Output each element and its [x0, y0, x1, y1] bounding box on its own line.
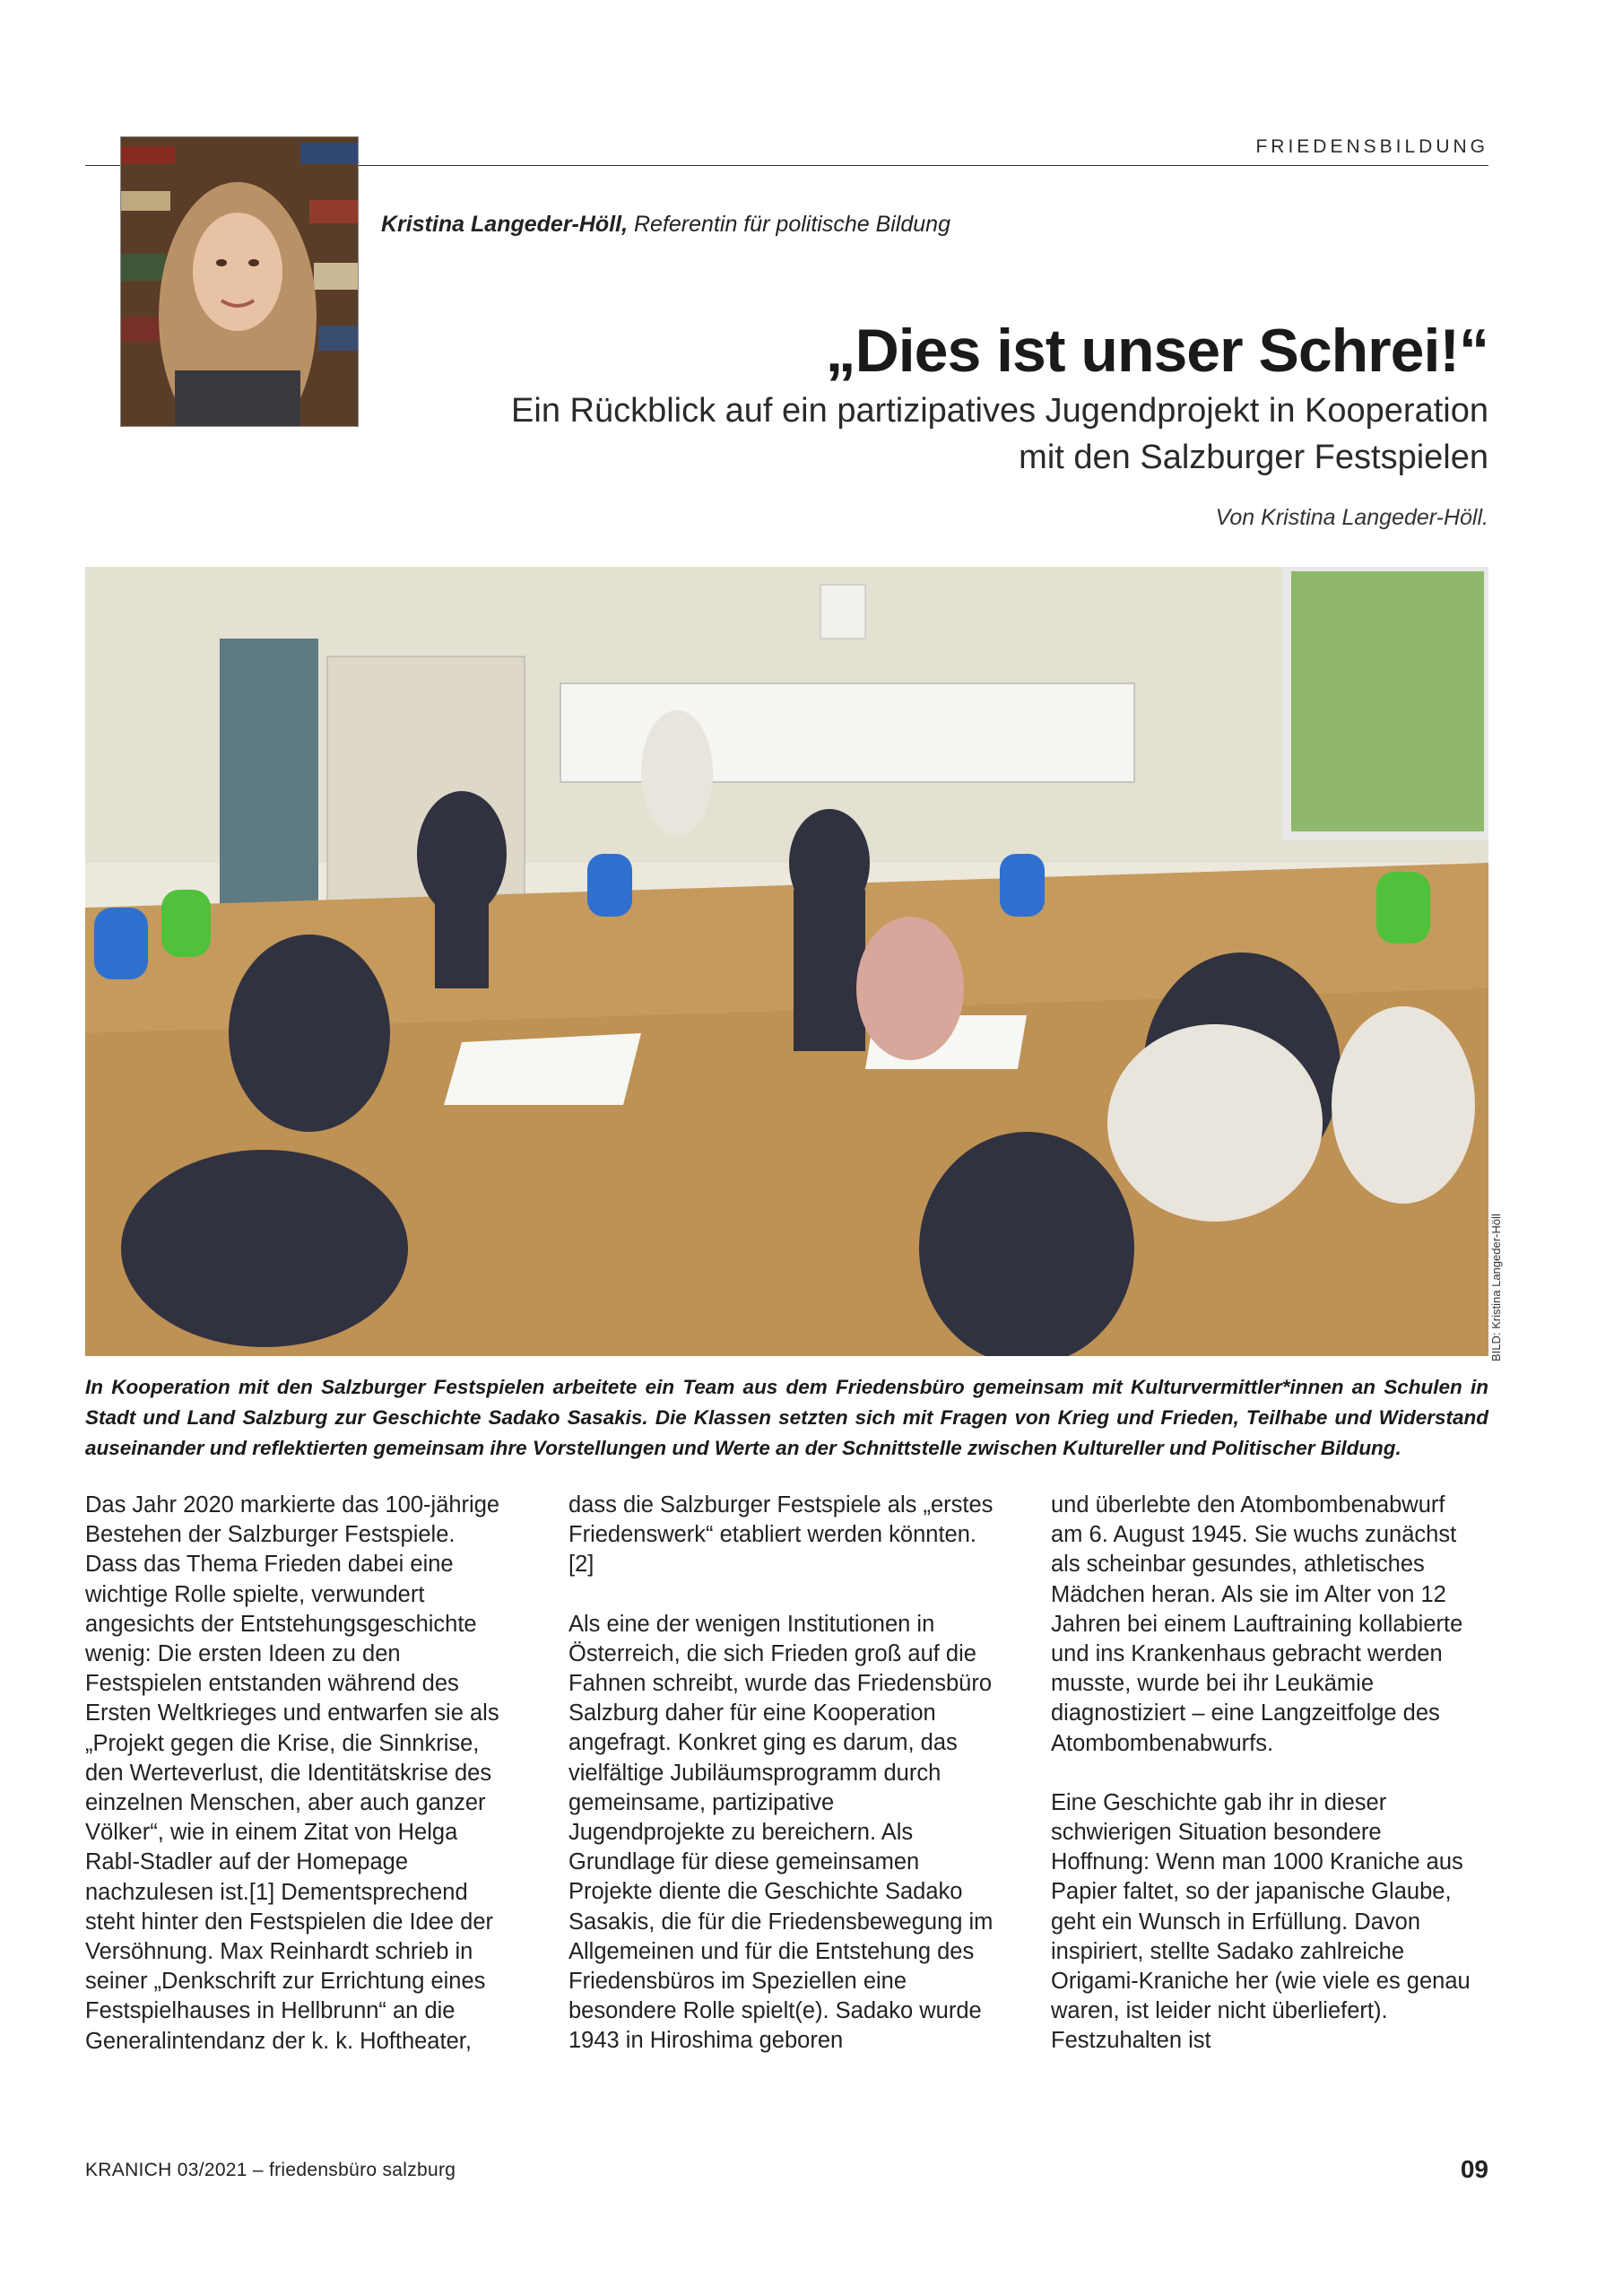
page-number: 09 [1460, 2155, 1488, 2183]
paragraph: und überlebte den Atombombenabwurf am 6. August 1945. Sie wuchs zunächst als scheinbar gesundes, athletisches Mädchen heran. Als sie im Alter von 12 Jahren bei einem Lauftraining kollabierte und ins Krankenhaus gebracht werden musste, wurde bei ihr Leukämie diagnostiziert – eine Langzeitfolge des Atombombenabwurfs. [1051, 1492, 1463, 1756]
footer-publication: KRANICH 03/2021 – friedensbüro salzburg [85, 2160, 456, 2180]
author-portrait [120, 136, 359, 427]
author-role: Referentin für politische Bildung [634, 212, 950, 237]
photo-credit: BILD: Kristina Langeder-Höll [1489, 1213, 1503, 1361]
body-column-3 [1051, 1491, 1477, 2086]
section-label: FRIEDENSBILDUNG [1255, 136, 1488, 157]
paragraph: Das Jahr 2020 markierte das 100-jährige Bestehen der Salzburger Festspiele. Dass das Thema Frieden dabei eine wichtige Rolle spielte, verwundert angesichts der Entstehungsgeschichte wenig: Die ersten Ideen zu den Festspielen entstanden während des Ersten Weltkrieges und entwarfen sie als „Projekt gegen die Krise, die Sinnkrise, den Werteverlust, die Identitätskrise des einzelnen Menschen, aber auch ganzer Völker“, wie in einem Zitat von Helga Rabl-Stadler auf der Homepage nachzulesen ist.[1] Dementsprechend steht hinter den Festspielen die Idee der Versöhnung. Max Reinhardt schrieb in seiner „Denkschrift zur Errichtung eines Festspielhauses in Hellbrunn“ an die Generalintendanz der k. k. Hoftheater, [85, 1492, 500, 2054]
paragraph: Eine Geschichte gab ihr in dieser schwierigen Situation besondere Hoffnung: Wenn man 1000 Kraniche aus Papier faltet, so der japanische Glaube, geht ein Wunsch in Erfüllung. Davon inspiriert, stellte Sadako zahlreiche Origami-Kraniche her (wie viele es genau waren, ist leider nicht überliefert). Festzuhalten ist [1051, 1789, 1471, 2054]
paragraph: dass die Salzburger Festspiele als „erstes Friedenswerk“ etabliert werden könnten.[2] [568, 1492, 994, 1578]
paragraph: Als eine der wenigen Institutionen in Österreich, die sich Frieden groß auf die Fahnen schreibt, wurde das Friedensbüro Salzburg daher für eine Kooperation angefragt. Konkret ging es darum, das vielfältige Jubiläumsprogramm durch gemeinsame, partizipative Jugendprojekte zu bereichern. Als Grundlage für diese gemeinsamen Projekte diente die Geschichte Sadako Sasakis, die für die Friedensbewegung im Allgemeinen und für die Entstehung des Friedensbüros im Speziellen eine besondere Rolle spielt(e). Sadako wurde 1943 in Hiroshima geboren [568, 1611, 994, 2054]
author-name: Kristina Langeder-Höll, [381, 212, 629, 237]
classroom-photo [85, 567, 1488, 1356]
body-column-2 [568, 1491, 994, 2086]
author-line [381, 212, 950, 238]
article-byline: Von Kristina Langeder-Höll. [1215, 505, 1488, 530]
body-column-1 [85, 1491, 511, 2086]
photo-caption: In Kooperation mit den Salzburger Festspielen arbeitete ein Team aus dem Friedensbüro gemeinsam mit Kulturvermittler*innen an Schulen in Stadt und Land Salzburg zur Geschichte Sadako Sasakis. Die Klassen setzten sich mit Fragen von Krieg und Frieden, Teilhabe und Widerstand auseinander und reflektierten gemeinsam ihre Vorstellungen und Werte an der Schnittstelle zwischen Kultureller und Politischer Bildung. [85, 1376, 1488, 1459]
article-title: „Dies ist unser Schrei!“ [825, 317, 1488, 385]
article-subtitle: Ein Rückblick auf ein partizipatives Jugendprojekt in Kooperation mit den Salzburger Festspielen [511, 392, 1488, 476]
